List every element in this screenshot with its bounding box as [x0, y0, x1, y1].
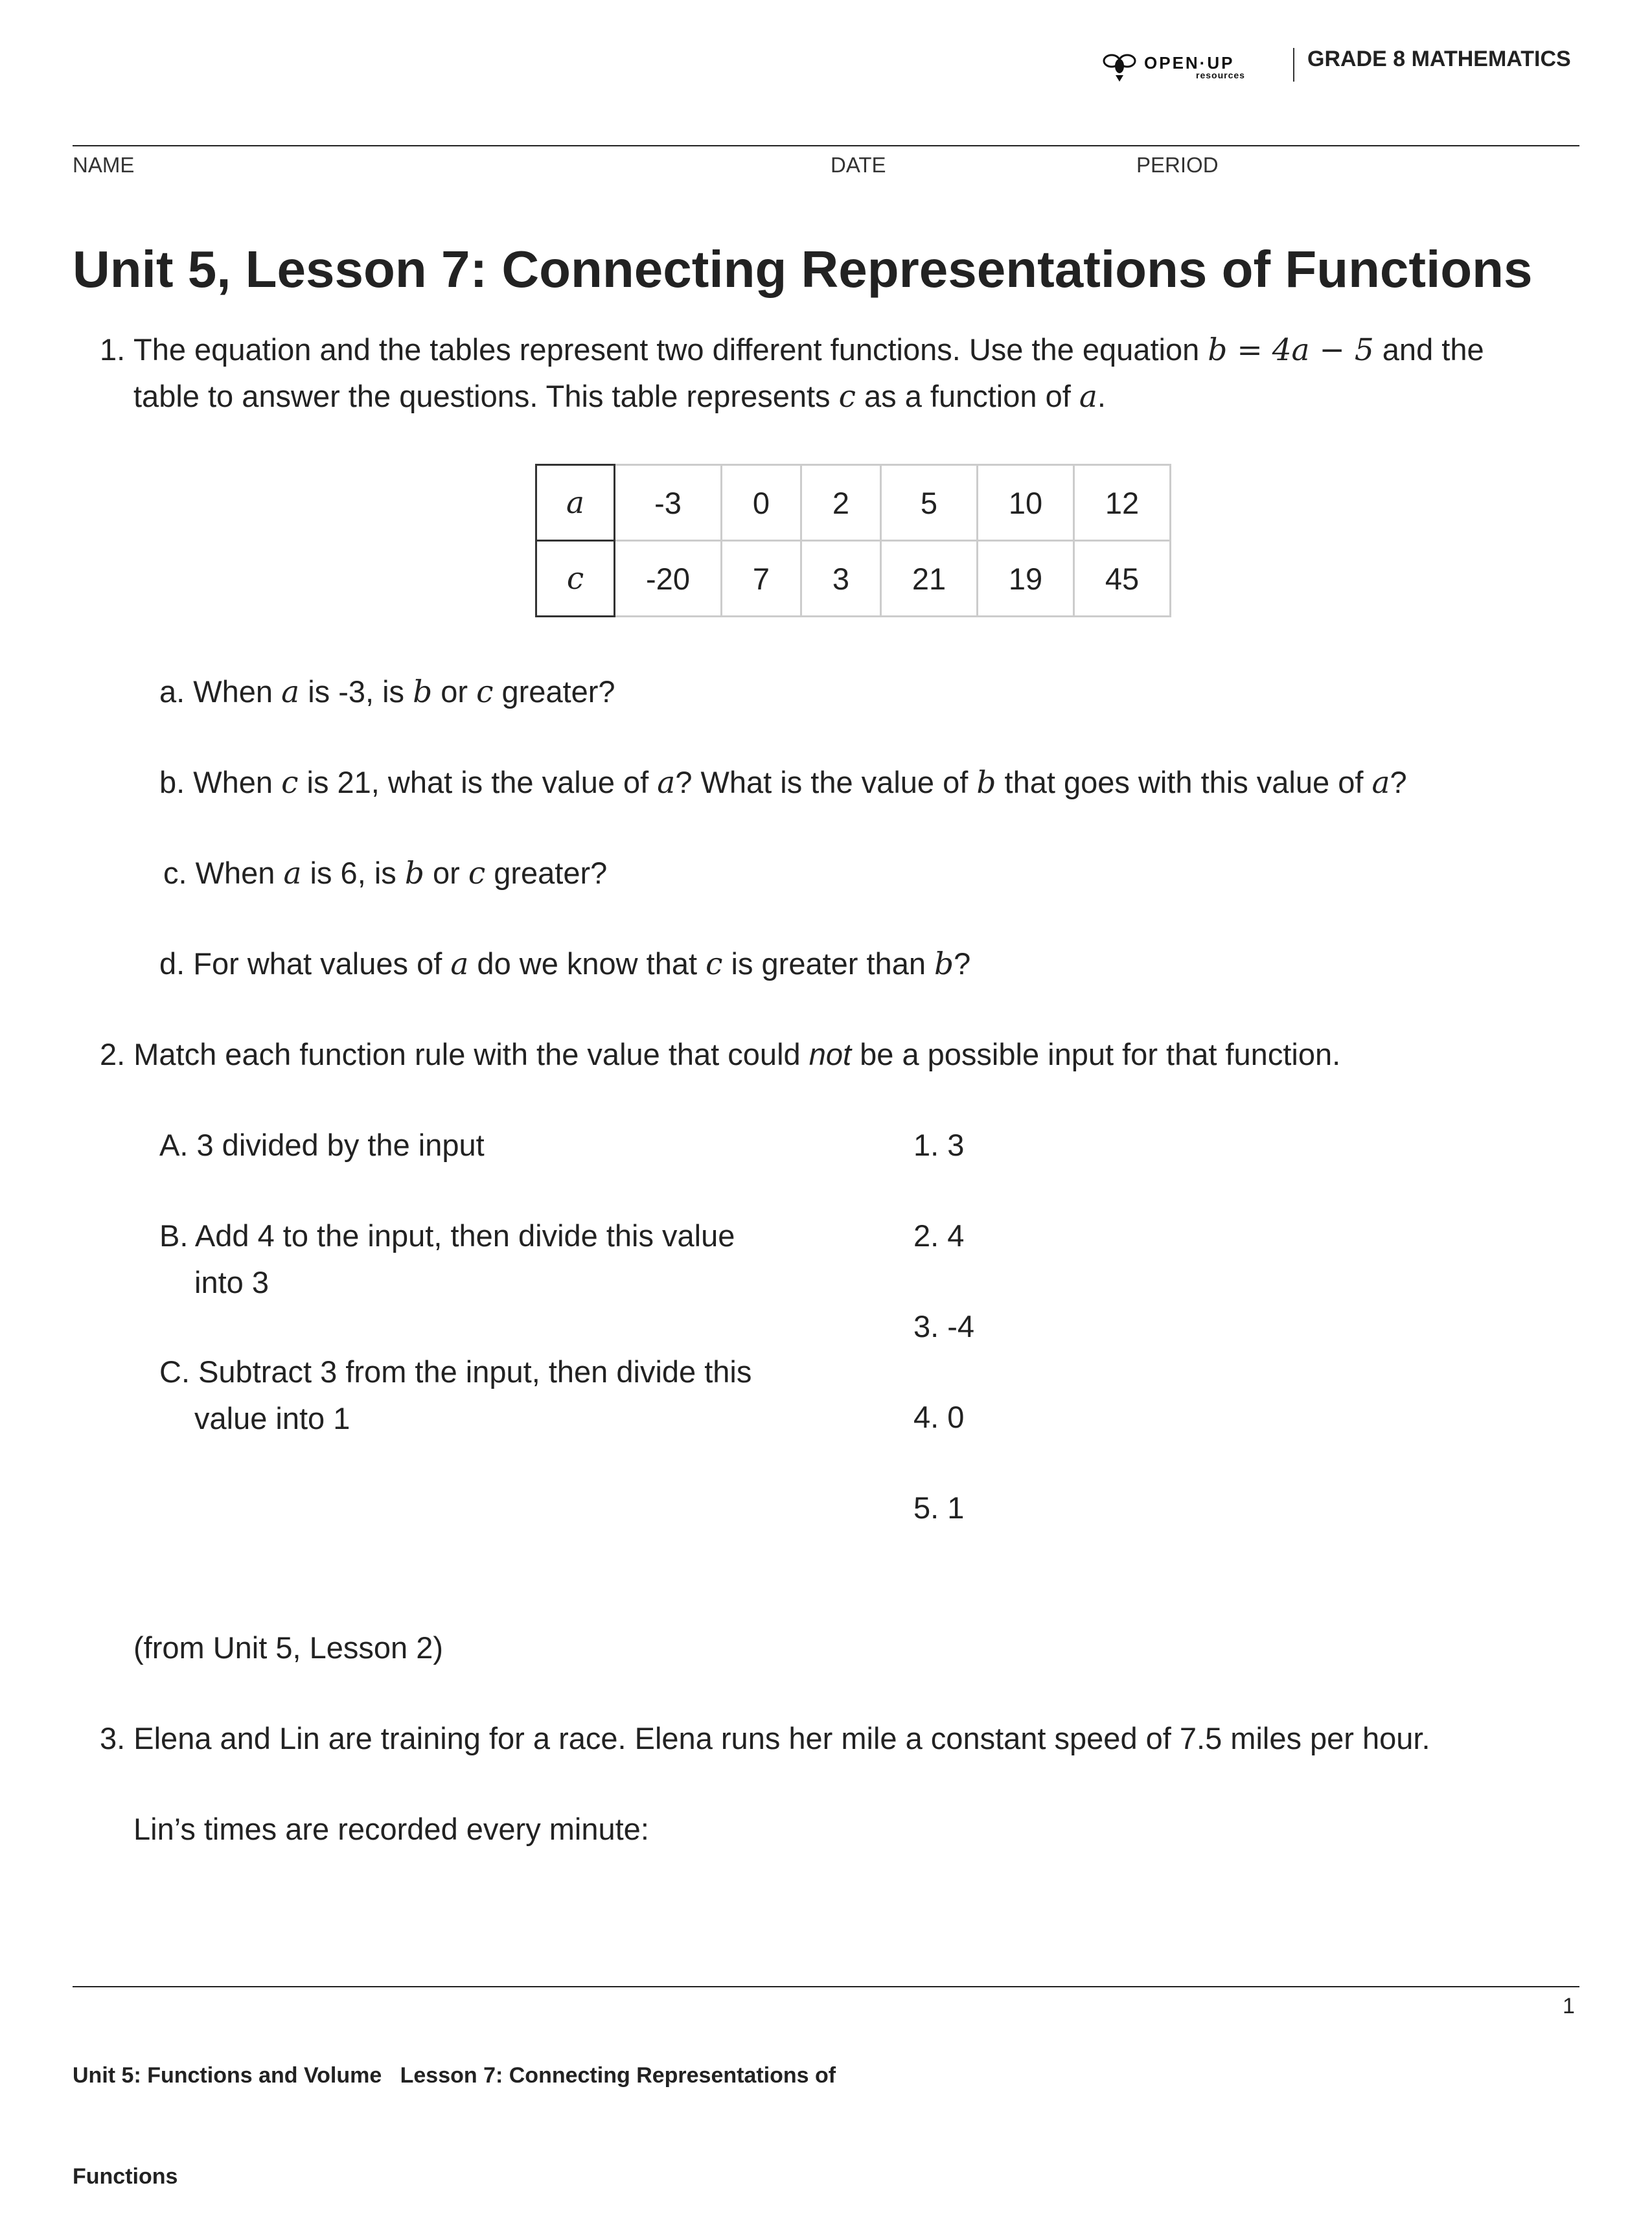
table-cell: 21: [881, 541, 978, 617]
table-cell: -20: [615, 541, 722, 617]
variable: a: [1079, 379, 1097, 415]
part-text: When: [193, 674, 282, 709]
table-cell: 19: [978, 541, 1074, 617]
question-1-line-2: [133, 373, 1106, 420]
part-text: is greater than: [722, 946, 935, 981]
part-text: do we know that: [468, 946, 706, 981]
part-text: is 21, what is the value of: [298, 765, 658, 799]
page-number: 1: [1563, 1994, 1575, 2018]
variable: c: [706, 946, 723, 982]
option-5: 5. 1: [913, 1490, 965, 1525]
question-1-part-b: [159, 759, 1407, 806]
variable: c: [838, 379, 856, 415]
table-row-a: [536, 465, 1171, 541]
footer-line: Unit 5: Functions and Volume Lesson 7: Connecting Representations of: [73, 2063, 836, 2088]
footer-rule: [73, 1986, 1579, 1987]
question-text: be a possible input for that function.: [851, 1037, 1341, 1071]
question-3: [100, 1715, 1430, 1762]
variable: c: [468, 856, 486, 891]
part-text: ? What is the value of: [675, 765, 977, 799]
variable: a: [657, 765, 676, 801]
question-text: table to answer the questions. This table represents: [133, 379, 839, 413]
variable: c: [281, 765, 299, 801]
question-number: 3.: [100, 1721, 126, 1755]
question-1: [0, 326, 1652, 424]
part-text: is 6, is: [301, 856, 405, 890]
equation: b = 4a − 5: [1208, 332, 1374, 368]
question-number: 2.: [100, 1037, 126, 1071]
date-field-label: DATE: [831, 153, 886, 177]
open-up-logo: [1101, 48, 1270, 84]
part-text: is -3, is: [299, 674, 413, 709]
part-text: that goes with this value of: [996, 765, 1372, 799]
part-label: b.: [159, 765, 185, 799]
option-1: 1. 3: [913, 1128, 965, 1162]
table-cell: 7: [722, 541, 801, 617]
question-text: .: [1097, 379, 1106, 413]
question-text: and the: [1373, 332, 1484, 367]
name-field-label: NAME: [73, 153, 135, 177]
rule-b: [159, 1213, 735, 1306]
table-cell: -3: [615, 465, 722, 541]
header-divider: [1293, 48, 1294, 82]
rule-text: into 3: [194, 1265, 269, 1299]
rule-c: [159, 1349, 751, 1442]
part-text: When: [195, 856, 284, 890]
table-cell: 45: [1074, 541, 1171, 617]
rule-text: Add 4 to the input, then divide this value: [194, 1218, 735, 1253]
variable: b: [976, 765, 996, 801]
part-label: c.: [163, 856, 187, 890]
table-cell: 0: [722, 465, 801, 541]
source-note: (from Unit 5, Lesson 2): [133, 1630, 444, 1665]
table-cell: 10: [978, 465, 1074, 541]
question-1-part-d: [159, 941, 970, 988]
emphasis: not: [809, 1037, 852, 1071]
part-label: d.: [159, 946, 185, 981]
grade-label: GRADE 8 MATHEMATICS: [1307, 47, 1571, 71]
variable: a: [283, 856, 302, 891]
option-4: 4. 0: [913, 1400, 965, 1434]
logo-subtitle: resources: [1196, 70, 1245, 80]
question-2: [100, 1031, 1340, 1078]
question-text: as a function of: [855, 379, 1079, 413]
rule-a: [159, 1122, 485, 1169]
question-3-continued: Lin’s times are recorded every minute:: [133, 1812, 649, 1846]
variable: b: [404, 856, 424, 891]
table-header-c: c: [536, 541, 615, 617]
part-text: ?: [954, 946, 971, 981]
page-title: Unit 5, Lesson 7: Connecting Representations of Functions: [73, 240, 1533, 298]
rule-label: A.: [159, 1128, 189, 1162]
question-1-part-a: [159, 668, 615, 716]
table-cell: 5: [881, 465, 978, 541]
footer-unit-lesson: [73, 1991, 836, 2227]
footer-line: Functions: [73, 2164, 178, 2189]
period-field-label: PERIOD: [1136, 153, 1219, 177]
variable: b: [934, 946, 954, 982]
part-text: or: [432, 674, 477, 709]
table-row-c: [536, 541, 1171, 617]
variable: a: [281, 674, 300, 710]
table-cell: 3: [801, 541, 881, 617]
part-label: a.: [159, 674, 185, 709]
variable: b: [413, 674, 433, 710]
question-text: The equation and the tables represent two different functions. Use the equation: [133, 332, 1208, 367]
function-table: [535, 464, 1171, 617]
variable: a: [1371, 765, 1390, 801]
bee-icon: [1101, 48, 1138, 84]
rule-text: 3 divided by the input: [196, 1128, 485, 1162]
part-text: For what values of: [193, 946, 451, 981]
part-text: When: [193, 765, 282, 799]
question-number: 1.: [100, 332, 126, 367]
table-cell: 12: [1074, 465, 1171, 541]
table-header-a: a: [536, 465, 615, 541]
option-2: 2. 4: [913, 1218, 965, 1253]
logo-wordmark: OPEN·UP: [1144, 53, 1235, 73]
table-cell: 2: [801, 465, 881, 541]
header-rule: [73, 145, 1579, 146]
rule-text: value into 1: [194, 1401, 350, 1435]
question-text: Elena and Lin are training for a race. Elena runs her mile a constant speed of 7.5 miles per hour.: [133, 1721, 1430, 1755]
option-3: 3. -4: [913, 1309, 975, 1343]
variable: a: [450, 946, 469, 982]
rule-label: B.: [159, 1218, 189, 1253]
rule-label: C.: [159, 1354, 190, 1389]
part-text: greater?: [485, 856, 608, 890]
variable: c: [476, 674, 494, 710]
part-text: ?: [1390, 765, 1407, 799]
question-text: Match each function rule with the value that could: [133, 1037, 809, 1071]
part-text: greater?: [493, 674, 615, 709]
question-1-line-1: [133, 326, 1484, 374]
question-1-part-c: [163, 850, 607, 897]
rule-text: Subtract 3 from the input, then divide this: [198, 1354, 752, 1389]
part-text: or: [424, 856, 468, 890]
